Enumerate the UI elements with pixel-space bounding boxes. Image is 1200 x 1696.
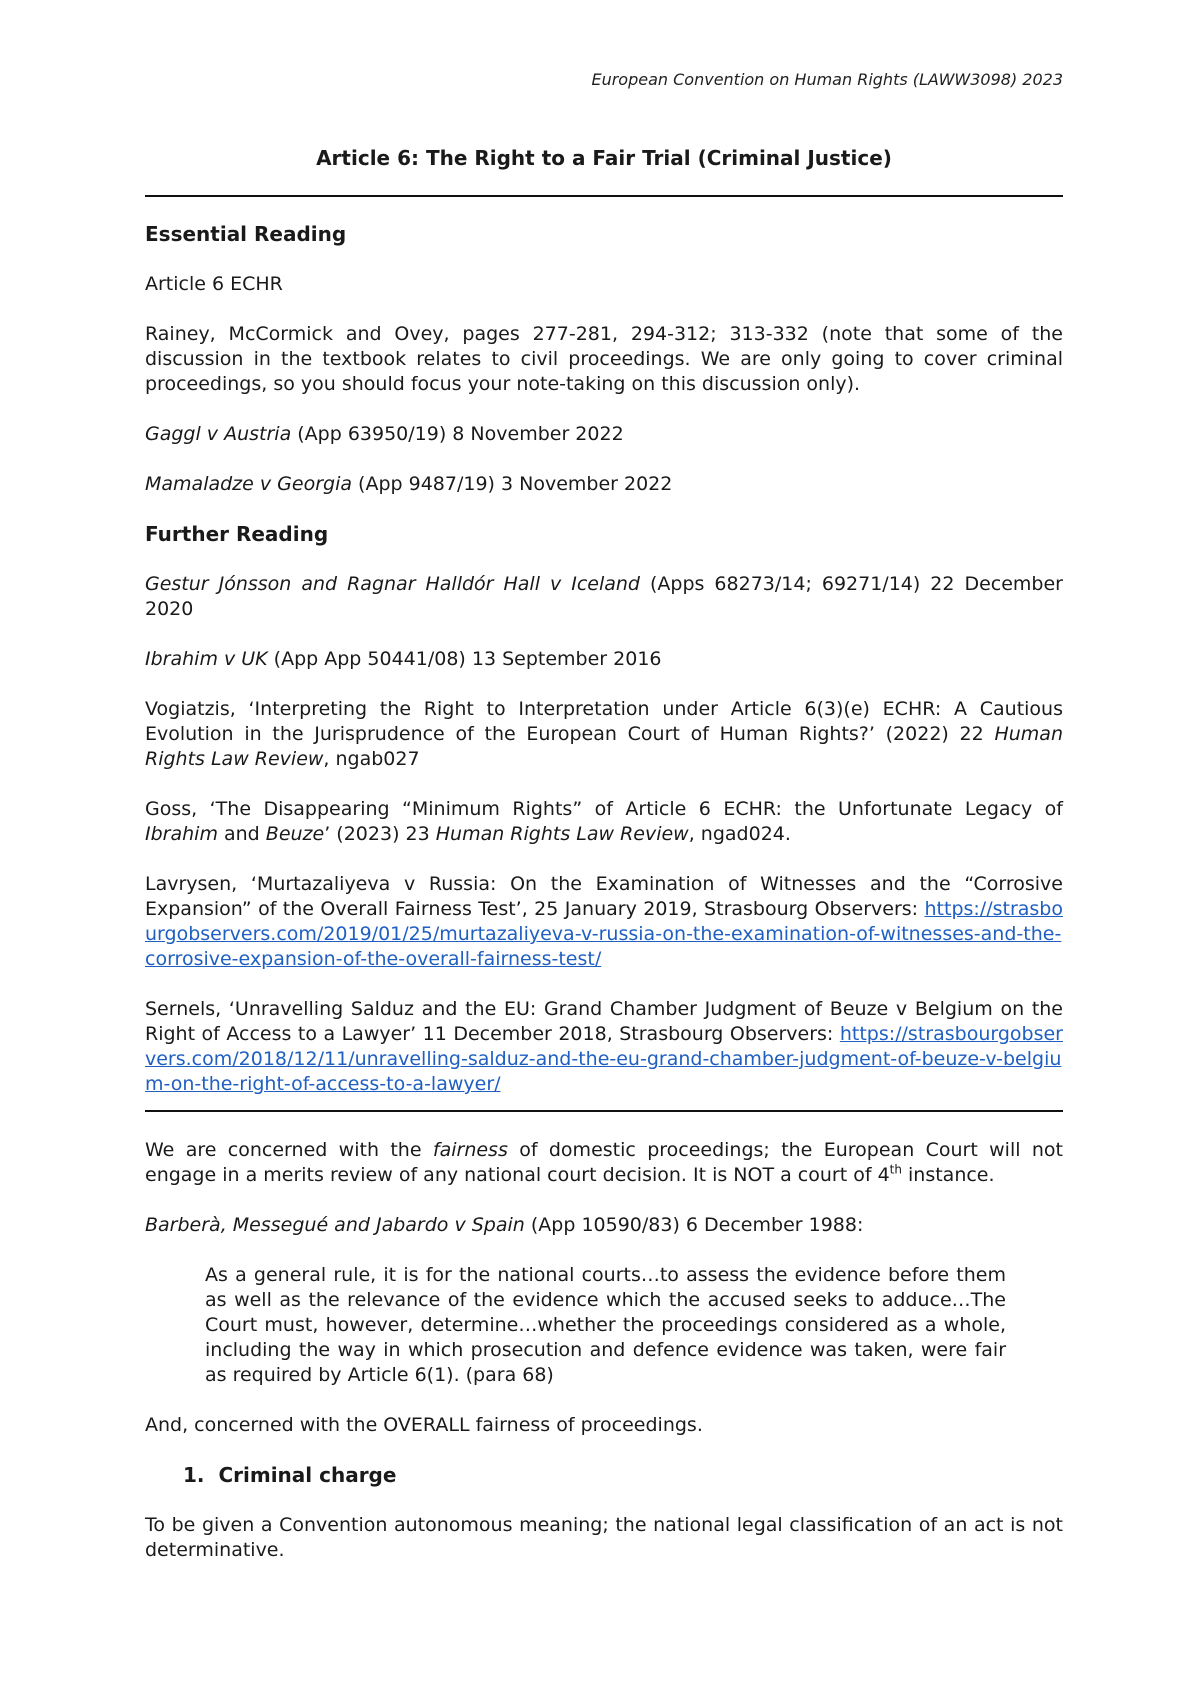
citation-text: Sernels, ‘Unravelling Salduz and the EU: Grand Chamber Judgment of Beuze v Belgium on the Right of Access to a Lawyer’ 11 December 2018, Strasbourg Observers: [145, 998, 1063, 1045]
essential-item-textbook: Rainey, McCormick and Ovey, pages 277-281, 294-312; 313-332 (note that some of the discussion in the textbook relates to civil proceedings. We are only going to cover criminal proceedings, so you should focus your note-taking on this discussion only). [145, 323, 1063, 395]
block-quote: As a general rule, it is for the national courts…to assess the evidence before them as well as the relevance of the evidence which the accused seeks to adduce…The Court must, however, determine…whether the proceedings considered as a whole, including the way in which prosecution and defence evidence was taken, were fair as required by Article 6(1). (para 68) [205, 1264, 1006, 1386]
further-reading-heading: Further Reading [145, 522, 329, 546]
case-name: Mamaladze v Georgia [145, 473, 352, 495]
case-citation: (App App 50441/08) 13 September 2016 [267, 648, 662, 670]
citation-text: Goss, ‘The Disappearing “Minimum Rights” of Article 6 ECHR: the Unfortunate Legacy of [145, 798, 1063, 820]
case-name: Gestur Jónsson and Ragnar Halldór Hall v Iceland [145, 573, 640, 595]
case-name: Gaggl v Austria [145, 423, 292, 445]
case-citation: (App 63950/19) 8 November 2022 [291, 423, 624, 445]
case-name: Ibrahim [145, 823, 218, 845]
body-paragraph: To be given a Convention autonomous meaning; the national legal classification of an act is not determinative. [145, 1514, 1063, 1561]
case-reference [145, 1213, 1063, 1238]
body-text: instance. [901, 1164, 995, 1186]
further-item-sernels [145, 997, 1063, 1097]
case-name: Ibrahim v UK [145, 648, 268, 670]
running-header: European Convention on Human Rights (LAWW3098) 2023 [591, 70, 1063, 89]
section-number: 1. [183, 1463, 205, 1487]
body-paragraph: And, concerned with the OVERALL fairness of proceedings. [145, 1414, 703, 1436]
reading-list [145, 222, 1063, 1122]
body-text: We are concerned with the [145, 1139, 433, 1161]
section-heading-criminal-charge [183, 1463, 1063, 1488]
journal-name: Human Rights Law Review [435, 823, 689, 845]
section-title: Criminal charge [218, 1463, 397, 1487]
further-item-goss [145, 797, 1063, 847]
case-name: Beuze [265, 823, 325, 845]
citation-text: and [217, 823, 266, 845]
superscript: th [889, 1162, 902, 1177]
citation-text: ’ (2023) 23 [324, 823, 436, 845]
essential-item-gaggl [145, 422, 1063, 447]
citation-text: , ngad024. [688, 823, 791, 845]
case-name: Barberà, Messegué and Jabardo v Spain [145, 1214, 525, 1236]
citation-text: Vogiatzis, ‘Interpreting the Right to Interpretation under Article 6(3)(e) ECHR: A Cautious Evolution in the Jurisprudence of the European Court of Human Rights?’ (2022) 22 [145, 698, 1063, 745]
case-citation: (App 10590/83) 6 December 1988: [524, 1214, 864, 1236]
main-body [145, 1138, 1063, 1588]
journal-name: Human Rights Law Review [145, 723, 1063, 770]
case-citation: (Apps 68273/14; 69271/14) 22 December 2020 [145, 573, 1063, 620]
emphasis: fairness [432, 1139, 508, 1161]
body-paragraph [145, 1138, 1063, 1188]
citation-text: Lavrysen, ‘Murtazaliyeva v Russia: On the Examination of Witnesses and the “Corrosive Expansion” of the Overall Fairness Test’, 25 January 2019, Strasbourg Observers: [145, 873, 1063, 920]
body-text: of domestic proceedings; the European Court will not engage in a merits review of any national court decision. It is NOT a court of 4 [145, 1139, 1063, 1186]
divider-top [145, 195, 1063, 197]
blog-link[interactable]: https://strasbourgobservers.com/2018/12/11/unravelling-salduz-and-the-eu-grand-chamber-judgment-of-beuze-v-belgium-on-the-right-of-access-to-a-lawyer/ [145, 1023, 1063, 1095]
further-item-ibrahim [145, 647, 1063, 672]
blog-link[interactable]: https://strasbourgobservers.com/2019/01/25/murtazaliyeva-v-russia-on-the-examination-of-witnesses-and-the-corrosive-expansion-of-the-overall-fairness-test/ [145, 898, 1063, 970]
case-citation: (App 9487/19) 3 November 2022 [352, 473, 673, 495]
essential-reading-heading: Essential Reading [145, 222, 347, 246]
divider-bottom [145, 1110, 1063, 1112]
essential-item-mamaladze [145, 472, 1063, 497]
page-title: Article 6: The Right to a Fair Trial (Criminal Justice) [316, 146, 892, 170]
essential-item-article: Article 6 ECHR [145, 273, 283, 295]
further-item-vogiatzis [145, 697, 1063, 772]
further-item-gestur [145, 572, 1063, 622]
further-item-lavrysen [145, 872, 1063, 972]
citation-text: , ngab027 [323, 748, 420, 770]
